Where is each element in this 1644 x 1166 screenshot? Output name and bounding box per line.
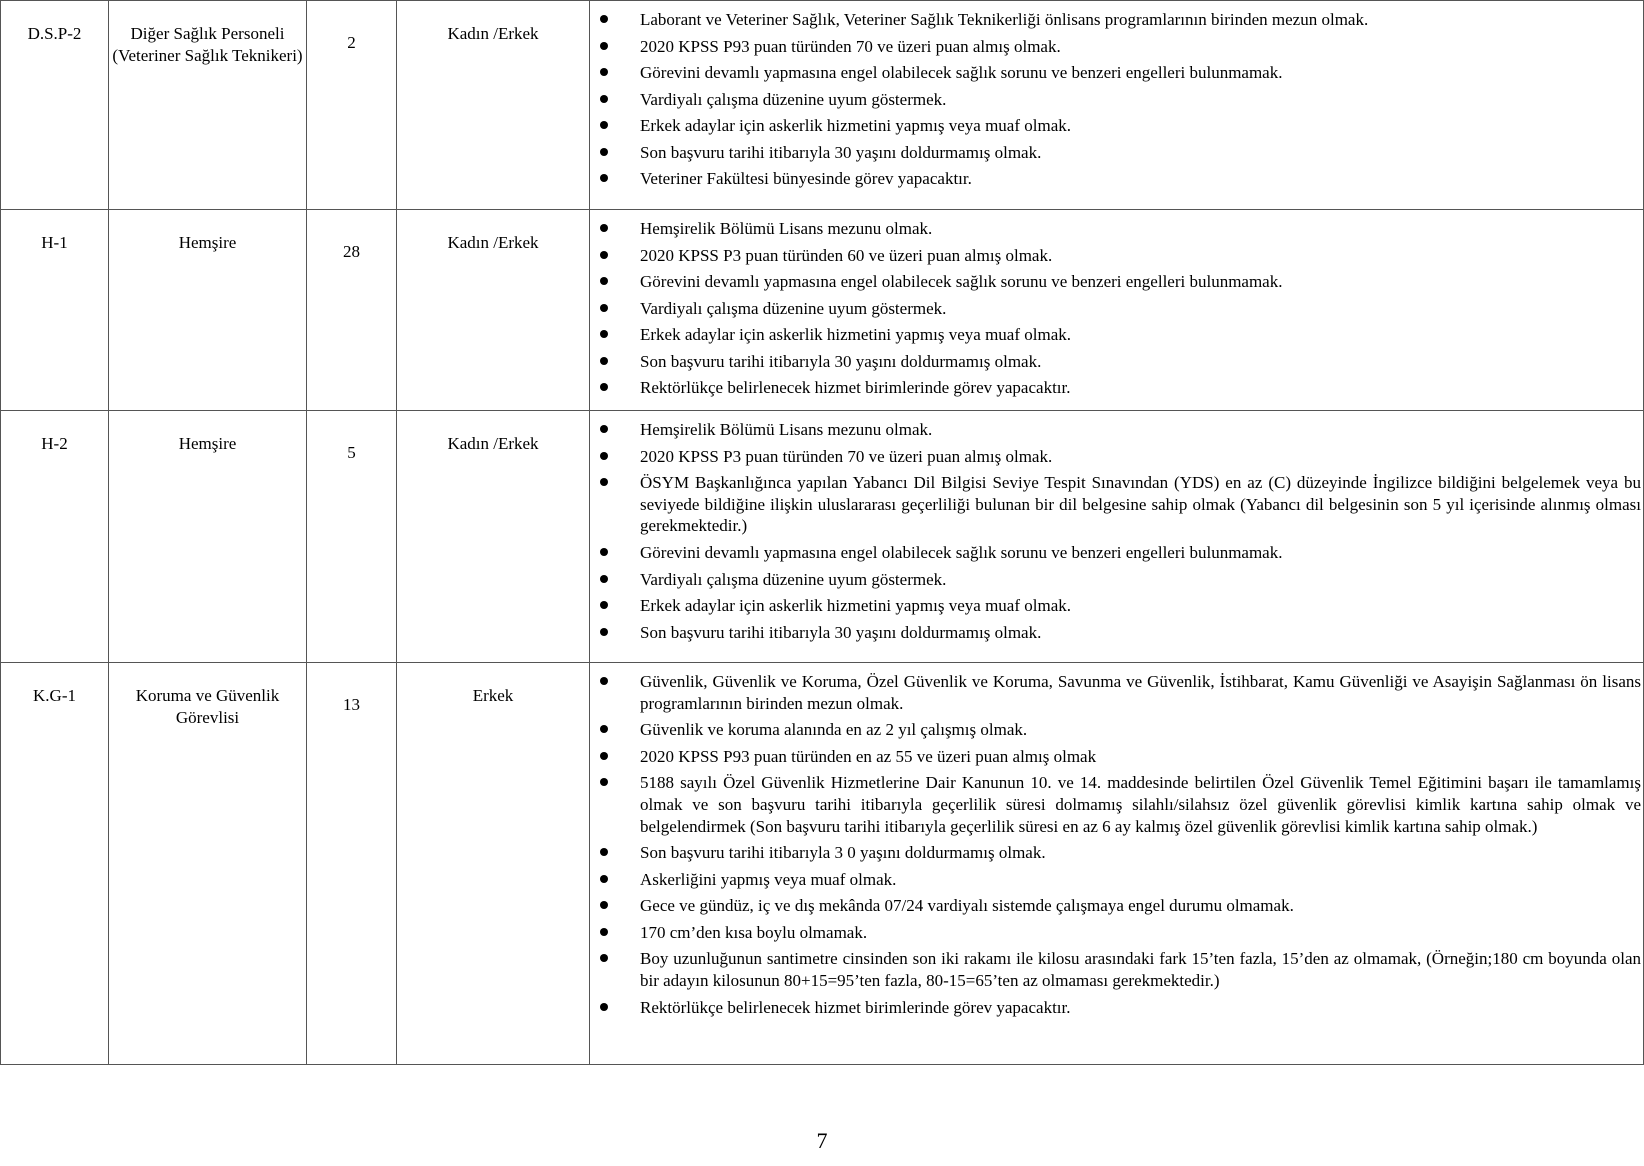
requirement-item: Laborant ve Veteriner Sağlık, Veteriner Sağlık Teknikerliği önlisans programlarının birinden mezun olmak. (590, 9, 1641, 31)
position-requirements (590, 1, 1644, 210)
position-count: 28 (307, 210, 397, 411)
requirement-item: 5188 sayılı Özel Güvenlik Hizmetlerine Dair Kanunun 10. ve 14. maddesinde belirtilen Özel Güvenlik Temel Eğitimini başarı ile tamamlamış olmak ve son başvuru tarihi itibarıyla geçerlilik süresi dolmamış silahlı/silahsız özel güvenlik görevlisi kimlik kartına sahip olmak ve belgelendirmek (Son başvuru tarihi itibarıyla geçerlilik süresi en az 6 ay kalmış özel güvenlik görevlisi kimlik kartına sahip olmak.) (590, 772, 1641, 837)
page-number: 7 (816, 1128, 828, 1153)
position-requirements (590, 663, 1644, 1065)
requirements-list (590, 419, 1641, 643)
requirement-item: Son başvuru tarihi itibarıyla 30 yaşını doldurmamış olmak. (590, 142, 1641, 164)
requirement-item: 170 cm’den kısa boylu olmamak. (590, 922, 1641, 944)
table-row (1, 411, 1644, 663)
position-code: K.G-1 (1, 663, 109, 1065)
position-count: 5 (307, 411, 397, 663)
requirement-item: ÖSYM Başkanlığınca yapılan Yabancı Dil Bilgisi Seviye Tespit Sınavından (YDS) en az (C) düzeyinde İngilizce bildiğini belgelemek veya bu seviyede bildiğine ilişkin uluslararası geçerliliği bulunan bir dil belgesine sahip olmak (Yabancı dil belgesinin son 5 yıl içerisinde alınmış olması gerekmektedir.) (590, 472, 1641, 537)
requirement-item: Hemşirelik Bölümü Lisans mezunu olmak. (590, 218, 1641, 240)
requirement-item: Vardiyalı çalışma düzenine uyum göstermek. (590, 298, 1641, 320)
position-code: H-2 (1, 411, 109, 663)
requirements-list (590, 218, 1641, 399)
position-requirements (590, 411, 1644, 663)
position-requirements (590, 210, 1644, 411)
requirement-item: Görevini devamlı yapmasına engel olabilecek sağlık sorunu ve benzeri engelleri bulunmamak. (590, 271, 1641, 293)
requirements-list (590, 9, 1641, 190)
requirement-item: Son başvuru tarihi itibarıyla 30 yaşını doldurmamış olmak. (590, 622, 1641, 644)
position-title: Hemşire (109, 411, 307, 663)
position-count: 2 (307, 1, 397, 210)
requirement-item: Vardiyalı çalışma düzenine uyum göstermek. (590, 89, 1641, 111)
requirement-item: Erkek adaylar için askerlik hizmetini yapmış veya muaf olmak. (590, 324, 1641, 346)
position-title: Hemşire (109, 210, 307, 411)
requirement-item: Gece ve gündüz, iç ve dış mekânda 07/24 vardiyalı sistemde çalışmaya engel durumu olmamak. (590, 895, 1641, 917)
requirement-item: Son başvuru tarihi itibarıyla 3 0 yaşını doldurmamış olmak. (590, 842, 1641, 864)
position-code: H-1 (1, 210, 109, 411)
position-gender: Erkek (397, 663, 590, 1065)
requirement-item: Erkek adaylar için askerlik hizmetini yapmış veya muaf olmak. (590, 115, 1641, 137)
positions-table-body (1, 1, 1644, 1065)
requirement-item: Görevini devamlı yapmasına engel olabilecek sağlık sorunu ve benzeri engelleri bulunmamak. (590, 542, 1641, 564)
requirement-item: Boy uzunluğunun santimetre cinsinden son iki rakamı ile kilosu arasındaki fark 15’ten fazla, 15’den az olmamak, (Örneğin;180 cm boyunda olan bir adayın kilosunun 80+15=95’ten fazla, 80-15=65’ten az olmaması gerekmektedir.) (590, 948, 1641, 991)
position-gender: Kadın /Erkek (397, 210, 590, 411)
requirement-item: 2020 KPSS P93 puan türünden en az 55 ve üzeri puan almış olmak (590, 746, 1641, 768)
position-gender: Kadın /Erkek (397, 1, 590, 210)
requirement-item: Güvenlik ve koruma alanında en az 2 yıl çalışmış olmak. (590, 719, 1641, 741)
requirement-item: Veteriner Fakültesi bünyesinde görev yapacaktır. (590, 168, 1641, 190)
position-title: Diğer Sağlık Personeli (Veteriner Sağlık Teknikeri) (109, 1, 307, 210)
requirement-item: Erkek adaylar için askerlik hizmetini yapmış veya muaf olmak. (590, 595, 1641, 617)
requirement-item: 2020 KPSS P3 puan türünden 70 ve üzeri puan almış olmak. (590, 446, 1641, 468)
requirement-item: Son başvuru tarihi itibarıyla 30 yaşını doldurmamış olmak. (590, 351, 1641, 373)
requirement-item: Rektörlükçe belirlenecek hizmet birimlerinde görev yapacaktır. (590, 997, 1641, 1019)
requirement-item: Güvenlik, Güvenlik ve Koruma, Özel Güvenlik ve Koruma, Savunma ve Güvenlik, İstihbarat, Kamu Güvenliği ve Asayişin Sağlanması ön lisans programlarının birinden mezun olmak. (590, 671, 1641, 714)
requirement-item: Hemşirelik Bölümü Lisans mezunu olmak. (590, 419, 1641, 441)
requirements-list (590, 671, 1641, 1018)
position-title: Koruma ve Güvenlik Görevlisi (109, 663, 307, 1065)
table-row (1, 210, 1644, 411)
position-gender: Kadın /Erkek (397, 411, 590, 663)
requirement-item: 2020 KPSS P3 puan türünden 60 ve üzeri puan almış olmak. (590, 245, 1641, 267)
table-row (1, 663, 1644, 1065)
requirement-item: Görevini devamlı yapmasına engel olabilecek sağlık sorunu ve benzeri engelleri bulunmamak. (590, 62, 1641, 84)
requirement-item: Askerliğini yapmış veya muaf olmak. (590, 869, 1641, 891)
position-code: D.S.P-2 (1, 1, 109, 210)
position-count: 13 (307, 663, 397, 1065)
table-row (1, 1, 1644, 210)
requirement-item: Rektörlükçe belirlenecek hizmet birimlerinde görev yapacaktır. (590, 377, 1641, 399)
requirement-item: 2020 KPSS P93 puan türünden 70 ve üzeri puan almış olmak. (590, 36, 1641, 58)
requirement-item: Vardiyalı çalışma düzenine uyum göstermek. (590, 569, 1641, 591)
